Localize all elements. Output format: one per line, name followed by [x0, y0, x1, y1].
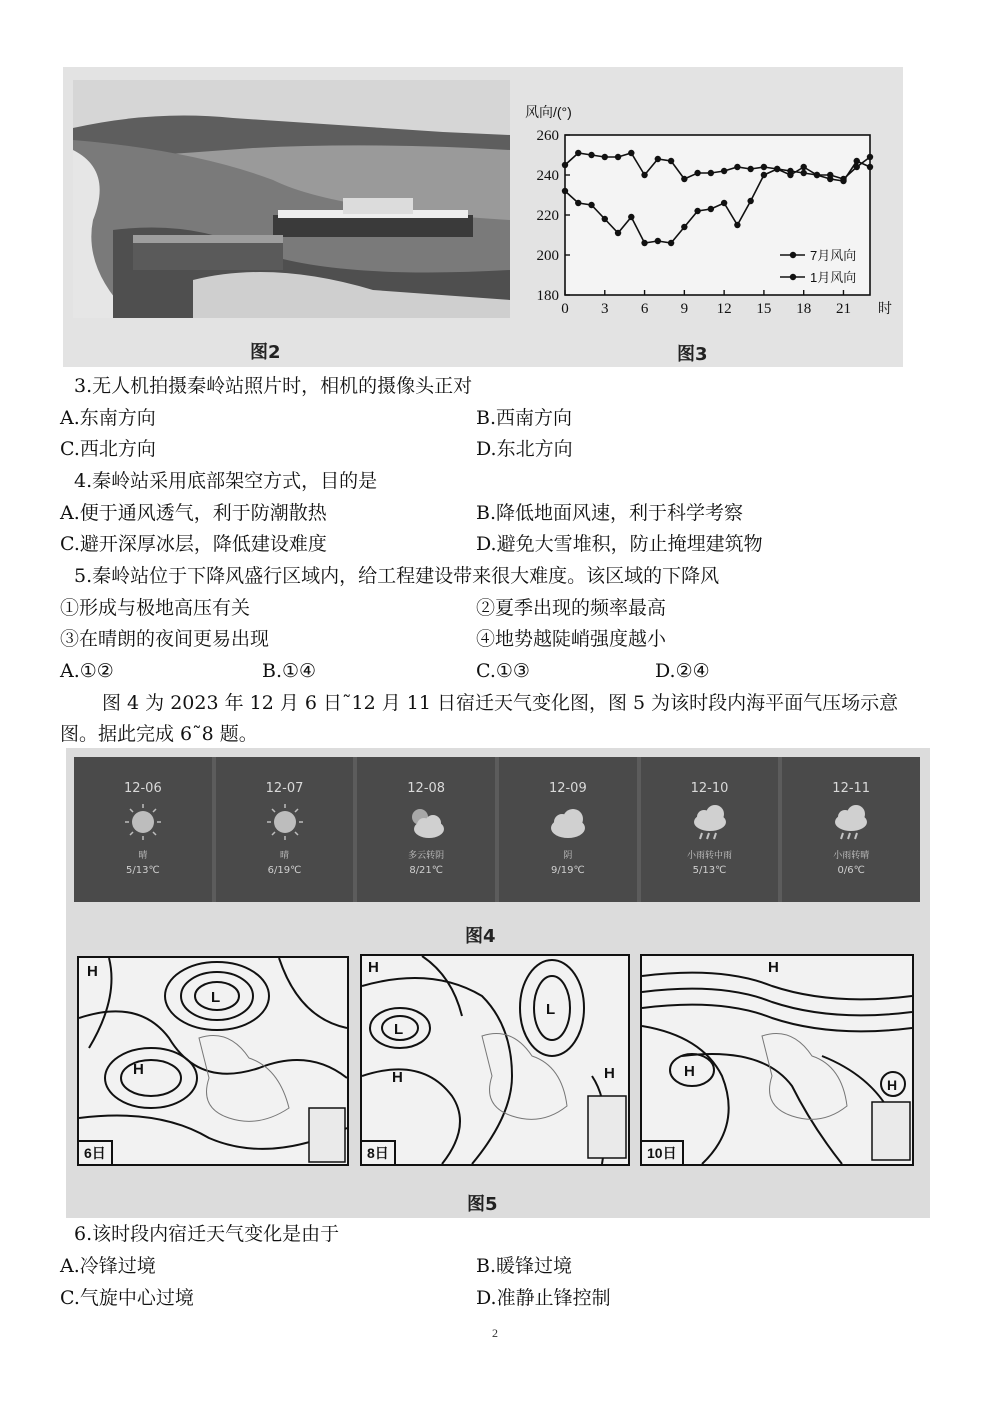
isobar-map — [362, 956, 628, 1164]
isobar-map — [79, 958, 347, 1164]
weather-date: 12-07 — [265, 781, 304, 796]
data-point — [575, 200, 581, 206]
pressure-map-day6 — [77, 956, 349, 1166]
data-point — [588, 152, 594, 158]
q5-statement-1: ①形成与极地高压有关 — [60, 597, 251, 619]
data-point — [721, 168, 727, 174]
data-point — [602, 154, 608, 160]
data-point — [694, 170, 700, 176]
weather-date: 12-11 — [832, 781, 871, 796]
figure-5-caption: 图5 — [467, 1194, 498, 1215]
q3-option-c: C.西北方向 — [60, 438, 156, 460]
x-tick-label: 9 — [680, 301, 689, 317]
figure-2-caption: 图2 — [250, 342, 281, 363]
x-tick-label: 12 — [716, 301, 732, 317]
weather-temperature: 8/21℃ — [409, 865, 444, 876]
data-point — [655, 238, 661, 244]
y-tick-label: 260 — [536, 128, 559, 144]
data-point — [668, 240, 674, 246]
data-point — [615, 154, 621, 160]
data-point — [681, 176, 687, 182]
data-point — [562, 162, 568, 168]
q6-option-b: B.暖锋过境 — [476, 1255, 573, 1277]
data-point — [787, 168, 793, 174]
legend-marker — [790, 252, 796, 258]
weather-day — [782, 757, 920, 902]
x-tick-label: 21 — [835, 301, 851, 317]
question-4-stem: 4.秦岭站采用底部架空方式，目的是 — [74, 470, 378, 492]
q6-option-d: D.准静止锋控制 — [476, 1287, 611, 1309]
q5-statement-3: ③在晴朗的夜间更易出现 — [60, 628, 270, 650]
data-point — [641, 172, 647, 178]
weather-description: 晴 — [138, 851, 148, 861]
cloud-icon — [546, 802, 590, 842]
map-high-label: H — [133, 1061, 144, 1078]
weather-description: 阴 — [563, 851, 573, 861]
q4-option-b: B.降低地面风速，利于科学考察 — [476, 502, 744, 524]
data-point — [655, 156, 661, 162]
q5-statement-4: ④地势越陡峭强度越小 — [476, 628, 667, 650]
data-point — [854, 158, 860, 164]
q4-option-d: D.避免大雪堆积，防止掩埋建筑物 — [476, 533, 763, 555]
weather-date: 12-08 — [407, 781, 446, 796]
data-point — [575, 150, 581, 156]
data-point — [867, 154, 873, 160]
data-point — [747, 166, 753, 172]
legend-marker — [790, 274, 796, 280]
map-low-label: L — [394, 1021, 404, 1038]
rain-cloud-icon — [829, 802, 873, 842]
x-tick-label: 0 — [561, 301, 569, 317]
map-high-label: H — [87, 963, 98, 980]
y-axis-label: 风向/(°) — [525, 104, 572, 120]
weather-temperature: 9/19℃ — [551, 865, 585, 876]
wind-direction-chart — [515, 80, 895, 330]
data-point — [854, 164, 860, 170]
data-point — [800, 164, 806, 170]
weather-description: 小雨转晴 — [833, 851, 870, 861]
data-point — [628, 214, 634, 220]
weather-temperature: 0/6℃ — [837, 865, 865, 876]
question-6-stem: 6.该时段内宿迁天气变化是由于 — [74, 1223, 340, 1245]
rain-cloud-icon — [688, 802, 732, 842]
figure-3-caption: 图3 — [677, 344, 708, 365]
map-high-label: H — [684, 1063, 695, 1080]
data-point — [827, 172, 833, 178]
data-point — [761, 164, 767, 170]
data-point — [774, 166, 780, 172]
data-point — [840, 176, 846, 182]
y-tick-label: 200 — [536, 248, 559, 264]
figure-4-caption: 图4 — [465, 926, 496, 947]
map-high-label: H — [392, 1069, 403, 1086]
data-point — [562, 188, 568, 194]
q5-option-a: A.①② — [60, 660, 114, 682]
data-point — [615, 230, 621, 236]
weather-forecast-strip — [74, 757, 920, 902]
map-day-label: 8日 — [362, 1140, 396, 1164]
map-day-label: 10日 — [642, 1140, 684, 1164]
station-photo — [73, 80, 510, 318]
data-point — [734, 222, 740, 228]
legend-entry: 1月风向 — [810, 270, 857, 285]
data-point — [747, 198, 753, 204]
map-high-label: H — [604, 1065, 615, 1082]
pressure-map-day10 — [640, 954, 914, 1166]
data-point — [694, 208, 700, 214]
weather-temperature: 5/13℃ — [692, 865, 727, 876]
isobar-map — [642, 956, 912, 1164]
y-tick-label: 220 — [536, 208, 559, 224]
map-low-label: L — [211, 989, 221, 1006]
x-tick-label: 18 — [796, 301, 812, 317]
data-point — [668, 158, 674, 164]
weather-description: 晴 — [280, 851, 290, 861]
pressure-map-day8 — [360, 954, 630, 1166]
x-axis-label: 时 — [878, 300, 892, 316]
q5-option-c: C.①③ — [476, 660, 530, 682]
weather-temperature: 6/19℃ — [267, 865, 302, 876]
y-tick-label: 240 — [536, 168, 559, 184]
map-high-label: H — [887, 1077, 898, 1093]
question-3-stem: 3.无人机拍摄秦岭站照片时，相机的摄像头正对 — [74, 375, 473, 397]
page-number: 2 — [492, 1326, 498, 1340]
q3-option-b: B.西南方向 — [476, 407, 573, 429]
data-point — [628, 150, 634, 156]
map-high-label: H — [368, 959, 379, 976]
map-day-label: 6日 — [79, 1140, 113, 1164]
data-point — [602, 216, 608, 222]
data-point — [681, 224, 687, 230]
figure-intro-paragraph: 图 4 为 2023 年 12 月 6 日˜12 月 11 日宿迁天气变化图，图 5 为该时段内海平面气压场示意图。据此完成 6˜8 题。 — [60, 692, 899, 745]
map-low-label: L — [546, 1001, 556, 1018]
weather-description: 小雨转中雨 — [687, 851, 733, 861]
data-point — [708, 206, 714, 212]
map-high-label: H — [768, 959, 779, 976]
question-5-stem: 5.秦岭站位于下降风盛行区域内，给工程建设带来很大难度。该区域的下降风 — [74, 565, 720, 587]
q5-option-b: B.①④ — [262, 660, 317, 682]
data-point — [588, 202, 594, 208]
sun-cloud-icon — [404, 802, 448, 842]
data-point — [800, 170, 806, 176]
y-tick-label: 180 — [536, 288, 559, 304]
data-point — [708, 170, 714, 176]
sun-icon — [263, 802, 307, 842]
q3-option-a: A.东南方向 — [60, 407, 156, 429]
weather-day — [357, 757, 499, 902]
q6-option-a: A.冷锋过境 — [60, 1255, 156, 1277]
q5-statement-2: ②夏季出现的频率最高 — [476, 597, 667, 619]
legend-entry: 7月风向 — [810, 248, 857, 263]
data-point — [867, 164, 873, 170]
weather-date: 12-10 — [690, 781, 729, 796]
weather-day — [641, 757, 783, 902]
data-point — [641, 240, 647, 246]
data-point — [721, 200, 727, 206]
data-point — [734, 164, 740, 170]
x-tick-label: 15 — [756, 301, 772, 317]
weather-date: 12-09 — [548, 781, 587, 796]
x-tick-label: 3 — [601, 301, 609, 317]
x-tick-label: 6 — [640, 301, 649, 317]
data-point — [814, 172, 820, 178]
q3-option-d: D.东北方向 — [476, 438, 573, 460]
data-point — [761, 172, 767, 178]
weather-day — [74, 757, 216, 902]
weather-day — [216, 757, 358, 902]
q5-option-d: D.②④ — [655, 660, 710, 682]
weather-description: 多云转阴 — [408, 851, 445, 861]
wind-direction-chart-svg — [515, 80, 895, 330]
q4-option-c: C.避开深厚冰层，降低建设难度 — [60, 533, 327, 555]
sun-icon — [121, 802, 165, 842]
weather-temperature: 5/13℃ — [125, 865, 160, 876]
weather-day — [499, 757, 641, 902]
station-photo-illustration — [73, 80, 510, 318]
weather-date: 12-06 — [123, 781, 162, 796]
q4-option-a: A.便于通风透气，利于防潮散热 — [60, 502, 327, 524]
q6-option-c: C.气旋中心过境 — [60, 1287, 194, 1309]
